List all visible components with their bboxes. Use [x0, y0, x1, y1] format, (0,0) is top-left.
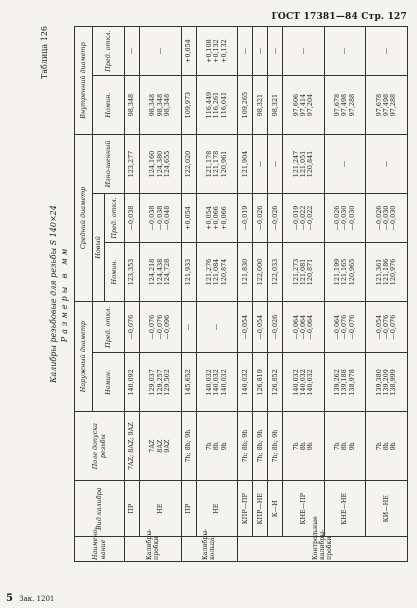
- cell-sr-otk: —0,026 —0,030 —0,030: [366, 193, 408, 242]
- cell-izn: 121,247 121,051 120,841: [283, 135, 325, 194]
- cell-vn-nom: 97,678 97,498 97,288: [324, 76, 366, 135]
- cell-pole: 7AZ; 8AZ; 9AZ: [125, 412, 140, 481]
- cell-sr-otk: —0,026 —0,030 —0,030: [324, 193, 366, 242]
- cell-vid: НЕ: [140, 481, 182, 537]
- cell-sr-otk: —0,026: [268, 193, 283, 242]
- table-row: [140, 27, 182, 562]
- table-row: [283, 27, 325, 562]
- cell-nar-otk: —0,064 —0,076 —0,076: [324, 301, 366, 353]
- cell-vid: КПР—НЕ: [253, 481, 268, 537]
- data-table-wrap: [74, 26, 408, 562]
- cell-vn-nom: 98,348: [125, 76, 140, 135]
- cell-sr-nom: 121,830: [238, 243, 253, 302]
- cell-vn-otk: —: [324, 27, 366, 76]
- group-label: Калибры-кольца: [181, 537, 238, 562]
- header-sr-nomin: Номин.: [105, 243, 125, 302]
- cell-vn-otk: —: [366, 27, 408, 76]
- cell-sr-nom: 121,933: [181, 243, 196, 302]
- cell-sr-nom: 121,273 121,081 120,871: [283, 243, 325, 302]
- header-nar: Наружный диаметр: [75, 301, 93, 411]
- cell-vn-otk: —: [268, 27, 283, 76]
- cell-sr-otk: —0,038: [125, 193, 140, 242]
- cell-sr-otk: —0,019 —0,022 —0,022: [283, 193, 325, 242]
- header-vn-nomin: Номин.: [93, 76, 125, 135]
- cell-vn-otk: +0,108 +0,132 +0,132: [196, 27, 238, 76]
- header-iznosh: Изно-шенный: [93, 135, 125, 194]
- group-label: Калибры-пробки: [125, 537, 182, 562]
- table-row: [196, 27, 238, 562]
- cell-nar-nom: 140,092: [125, 353, 140, 412]
- cell-nar-otk: —0,054 —0,076 —0,076: [366, 301, 408, 353]
- cell-sr-otk: —0,038 —0,038 —0,048: [140, 193, 182, 242]
- cell-nar-otk: —0,026: [268, 301, 283, 353]
- cell-sr-nom: 121,199 121,165 120,965: [324, 243, 366, 302]
- cell-vid: К—И: [268, 481, 283, 537]
- header-nar-nomin: Номин.: [93, 353, 125, 412]
- cell-vn-nom: 97,678 97,498 97,288: [366, 76, 408, 135]
- cell-nar-nom: 129,037 129,257 129,502: [140, 353, 182, 412]
- cell-vn-otk: —: [238, 27, 253, 76]
- cell-izn: —: [268, 135, 283, 194]
- cell-nar-nom: 145,652: [181, 353, 196, 412]
- cell-nar-otk: —0,076: [125, 301, 140, 353]
- header-novy: Новый: [93, 193, 105, 301]
- cell-sr-nom: 124,218 124,438 124,728: [140, 243, 182, 302]
- table-row: [253, 27, 268, 562]
- cell-izn: —: [366, 135, 408, 194]
- cell-vid: ПР: [181, 481, 196, 537]
- page-footer: [6, 593, 54, 604]
- cell-sr-nom: 121,276 121,084 120,874: [196, 243, 238, 302]
- header-name: Наимено-вание: [75, 537, 125, 562]
- cell-sr-nom: 123,353: [125, 243, 140, 302]
- cell-nar-nom: 126,852: [268, 353, 283, 412]
- cell-nar-otk: —0,064 —0,064 —0,064: [283, 301, 325, 353]
- cell-sr-nom: 121,361 121,186 120,976: [366, 243, 408, 302]
- cell-nar-otk: —0,076 —0,076 —0,096: [140, 301, 182, 353]
- cell-nar-nom: 140,032 140,032 140,032: [283, 353, 325, 412]
- page-header: ГОСТ 17381—84 Стр. 127: [271, 12, 407, 22]
- cell-vid: КПР—ПР: [238, 481, 253, 537]
- cell-sr-otk: +0,054 +0,066 +0,066: [196, 193, 238, 242]
- cell-vn-nom: 116,449 116,261 116,041: [196, 76, 238, 135]
- cell-pole: 7h; 8h; 9h: [181, 412, 196, 481]
- page-number: 5: [6, 593, 13, 604]
- cell-vn-otk: —: [253, 27, 268, 76]
- header-vn-pred: Пред. откл.: [93, 27, 125, 76]
- cell-vid: КНЕ—НЕ: [324, 481, 366, 537]
- cell-nar-otk: —: [181, 301, 196, 353]
- cell-pole: 7h 8h 9h: [366, 412, 408, 481]
- table-row: [181, 27, 196, 562]
- cell-vn-otk: +0,054: [181, 27, 196, 76]
- cell-nar-nom: 139,262 139,188 138,978: [324, 353, 366, 412]
- header-nar-pred: Пред. откл.: [93, 301, 125, 353]
- data-table: [74, 26, 408, 562]
- cell-vn-otk: —: [125, 27, 140, 76]
- table-row: [324, 27, 366, 562]
- cell-izn: 122,020: [181, 135, 196, 194]
- cell-izn: —: [324, 135, 366, 194]
- table-row: [366, 27, 408, 562]
- cell-nar-nom: 140,032 140,032 140,032: [196, 353, 238, 412]
- cell-sr-otk: —0,026: [253, 193, 268, 242]
- cell-pole: 7h 8h 9h: [283, 412, 325, 481]
- cell-izn: 124,160 124,380 124,655: [140, 135, 182, 194]
- cell-izn: —: [253, 135, 268, 194]
- cell-nar-nom: 140,032: [238, 353, 253, 412]
- cell-vn-otk: —: [283, 27, 325, 76]
- table-row: [125, 27, 140, 562]
- cell-vn-nom: 97,606 97,414 97,204: [283, 76, 325, 135]
- cell-izn: 121,904: [238, 135, 253, 194]
- cell-izn: 121,178 121,178 120,961: [196, 135, 238, 194]
- cell-pole: 7AZ 8AZ 9AZ: [140, 412, 182, 481]
- group-label: Контрольные калибры-пробки: [238, 537, 408, 562]
- header-sr-pred: Пред. откл.: [105, 193, 125, 242]
- table-title: Калибры резьбовые для резьбы S 140×24: [49, 205, 58, 383]
- cell-vn-nom: 98,321: [253, 76, 268, 135]
- cell-vn-nom: 109,265: [238, 76, 253, 135]
- cell-nar-otk: —0,054: [253, 301, 268, 353]
- cell-vn-nom: 98,321: [268, 76, 283, 135]
- cell-vn-nom: 109,973: [181, 76, 196, 135]
- cell-nar-otk: —: [196, 301, 238, 353]
- cell-vn-nom: 98,348 98,348 98,348: [140, 76, 182, 135]
- cell-vid: НЕ: [196, 481, 238, 537]
- order-number: Зак. 1201: [19, 595, 55, 603]
- table-subtitle: Размеры в мм: [60, 245, 69, 343]
- cell-sr-nom: 122,033: [268, 243, 283, 302]
- cell-vid: КНЕ—ПР: [283, 481, 325, 537]
- cell-nar-nom: 126,819: [253, 353, 268, 412]
- cell-vn-otk: —: [140, 27, 182, 76]
- cell-vid: ПР: [125, 481, 140, 537]
- cell-sr-nom: 122,000: [253, 243, 268, 302]
- cell-pole: 7h 8h 9h: [324, 412, 366, 481]
- table-row: [238, 27, 253, 562]
- cell-sr-otk: +0,054: [181, 193, 196, 242]
- table-row: [268, 27, 283, 562]
- header-vid: Вид калибра: [75, 481, 125, 537]
- header-vnut: Внутренний диаметр: [75, 27, 93, 135]
- cell-pole: 7h; 8h; 9h: [268, 412, 283, 481]
- cell-pole: 7h; 8h; 9h: [253, 412, 268, 481]
- cell-sr-otk: —0,019: [238, 193, 253, 242]
- cell-izn: 123,277: [125, 135, 140, 194]
- cell-pole: 7h 8h 9h: [196, 412, 238, 481]
- cell-vid: КИ—НЕ: [366, 481, 408, 537]
- cell-nar-nom: 139,380 139,209 138,999: [366, 353, 408, 412]
- table-number: Таблица 126: [40, 26, 49, 80]
- header-sred: Средний диаметр: [75, 135, 93, 302]
- header-pole: Поле допуска резьбы: [75, 412, 125, 481]
- cell-nar-otk: —0,054: [238, 301, 253, 353]
- cell-pole: 7h; 8h; 9h: [238, 412, 253, 481]
